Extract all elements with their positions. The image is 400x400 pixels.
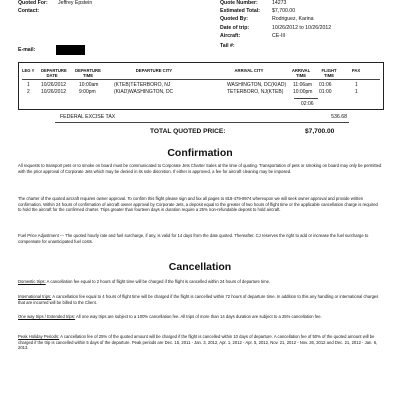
quoted-by-row: Quoted By: Rodriguez, Karina — [220, 16, 314, 23]
cancellation-domestic: Domestic trips: A cancellation fee equal to 2 hours of flight time will be charged if the flight is cancelled within 24 hours of departure time. — [18, 279, 271, 284]
cancellation-one-way-extended: One way trips / Extended trips: All one way trips are subject to a 100% cancellation fee. All trips of more than 14 days duration are subject to a 25% cancellation fee. — [18, 314, 322, 319]
tax-label: FEDERAL EXCISE TAX — [60, 114, 116, 120]
confirmation-paragraph-approval: The charter of the quoted aircraft requires owner approval. To confirm this flight please sign and fax all pages to 818-479-8974 whereupon we will seek owner approval and provide written confirmation. Within 24 hours of confirmation of aircraft owner approval by Corporate Jets, a deposit equal to the greater of two hours of flight time or the applicable cancellation charge is required to hold the aircraft for the confirmed charter. Trips greater than fourteen days in duration require a 25% non-refundable deposit to hold aircraft. — [18, 196, 378, 213]
redaction-box — [56, 45, 85, 55]
total-quoted-price-label: TOTAL QUOTED PRICE: — [150, 128, 226, 135]
total-flight-time: 02:06 — [301, 101, 314, 107]
tax-value: 536.68 — [331, 114, 347, 120]
col-arr-city: ARRIVAL CITY — [234, 68, 264, 73]
contact-label: Contact: — [18, 8, 40, 14]
email-label: E-mail: — [18, 47, 36, 53]
col-pax: PAX — [351, 68, 361, 73]
tail-row: Tail #: — [220, 43, 235, 50]
col-dep-time: DEPARTURE TIME — [75, 68, 101, 78]
cancellation-heading: Cancellation — [168, 261, 232, 273]
col-dep-city: DEPARTURE CITY — [135, 68, 173, 73]
header-right — [220, 0, 331, 50]
quote-number-row: Quote Number: 14273 — [220, 0, 287, 6]
total-quoted-price-value: $7,700.00 — [305, 128, 335, 135]
col-arr-time: ARRIVAL TIME — [291, 68, 311, 78]
confirmation-heading: Confirmation — [167, 147, 233, 159]
trip-table: LEG # DEPARTURE DATE DEPARTURE TIME DEPARTURE CITY ARRIVAL CITY ARRIVAL TIME FLIGHT TIME PAX 1 10/26/2012 10:00am (KTEB)TETERBORO, NJ WASHINGTON, DC(KIAD) 11:06am 01:06 1 2 10/26/2012 9:00pm (KIAD)WASHINGTON, DC TETERBORO, NJ(KTEB) 10:00pm 01:00 1 02:06 — [18, 62, 384, 110]
cancellation-international: International trips: A cancellation fee equal to 4 hours of flight time will be charged if the flight is cancelled within 72 hours of departure time. In addition to this any handling or international charges that are incurred will be billed to the Client. — [18, 294, 379, 305]
federal-excise-tax-row — [55, 114, 349, 123]
estimated-total-row: Estimated Total: $7,700.00 — [220, 8, 296, 15]
quoted-for-value: Jeffrey Epstein — [58, 0, 93, 6]
col-dep-date: DEPARTURE DATE — [41, 68, 67, 78]
quoted-for-label: Quoted For: — [18, 0, 48, 6]
trip-header-rule — [22, 79, 380, 80]
date-of-trip-row: Date of trip: 10/26/2012 to 10/26/2012 — [220, 24, 332, 31]
flight-time-total-rule — [294, 98, 318, 99]
header-left — [18, 0, 92, 15]
aircraft-row: Aircraft: CE-III — [220, 32, 286, 39]
confirmation-paragraph-fuel: Fuel Price Adjustment --- The quoted hourly rate and fuel surcharge, if any, is valid for 14 days from the date quoted. Thereafter, CJ reserves the right to add or increase the fuel surcharge to compensate for unanticipated fuel costs. — [18, 233, 369, 244]
cancellation-peak-holiday: Peak Holiday Periods: A cancellation fee of 25% of the quoted amount will be charged if the flight is cancelled within 10 days of departure. A cancellation fee of 50% of the quoted amount will be charged if the trip is cancelled within 5 days of the departure. Peak periods are Dec. 15, 2011 - Jan. 3, 2012, Apr. 1, 2012 - Apr. 5, 2012, Nov. 21, 2012 - Nov. 26, 2012 and Dec. 21, 2012 - Jan. 6, 2013. — [18, 334, 378, 351]
confirmation-paragraph-pets: All requests to transport pets or to smoke on board must be communicated to Corporate Jets Charter Sales at the time of quoting. Transportation of pets or smoking on board may only be permitted with the prior approval of Corporate Jets which may be denied in its sole discretion. If either is approved, a fee for aircraft cleaning may be imposed. — [18, 163, 382, 174]
col-leg: LEG # — [21, 68, 35, 73]
col-flight-time: FLIGHT TIME — [321, 68, 337, 78]
